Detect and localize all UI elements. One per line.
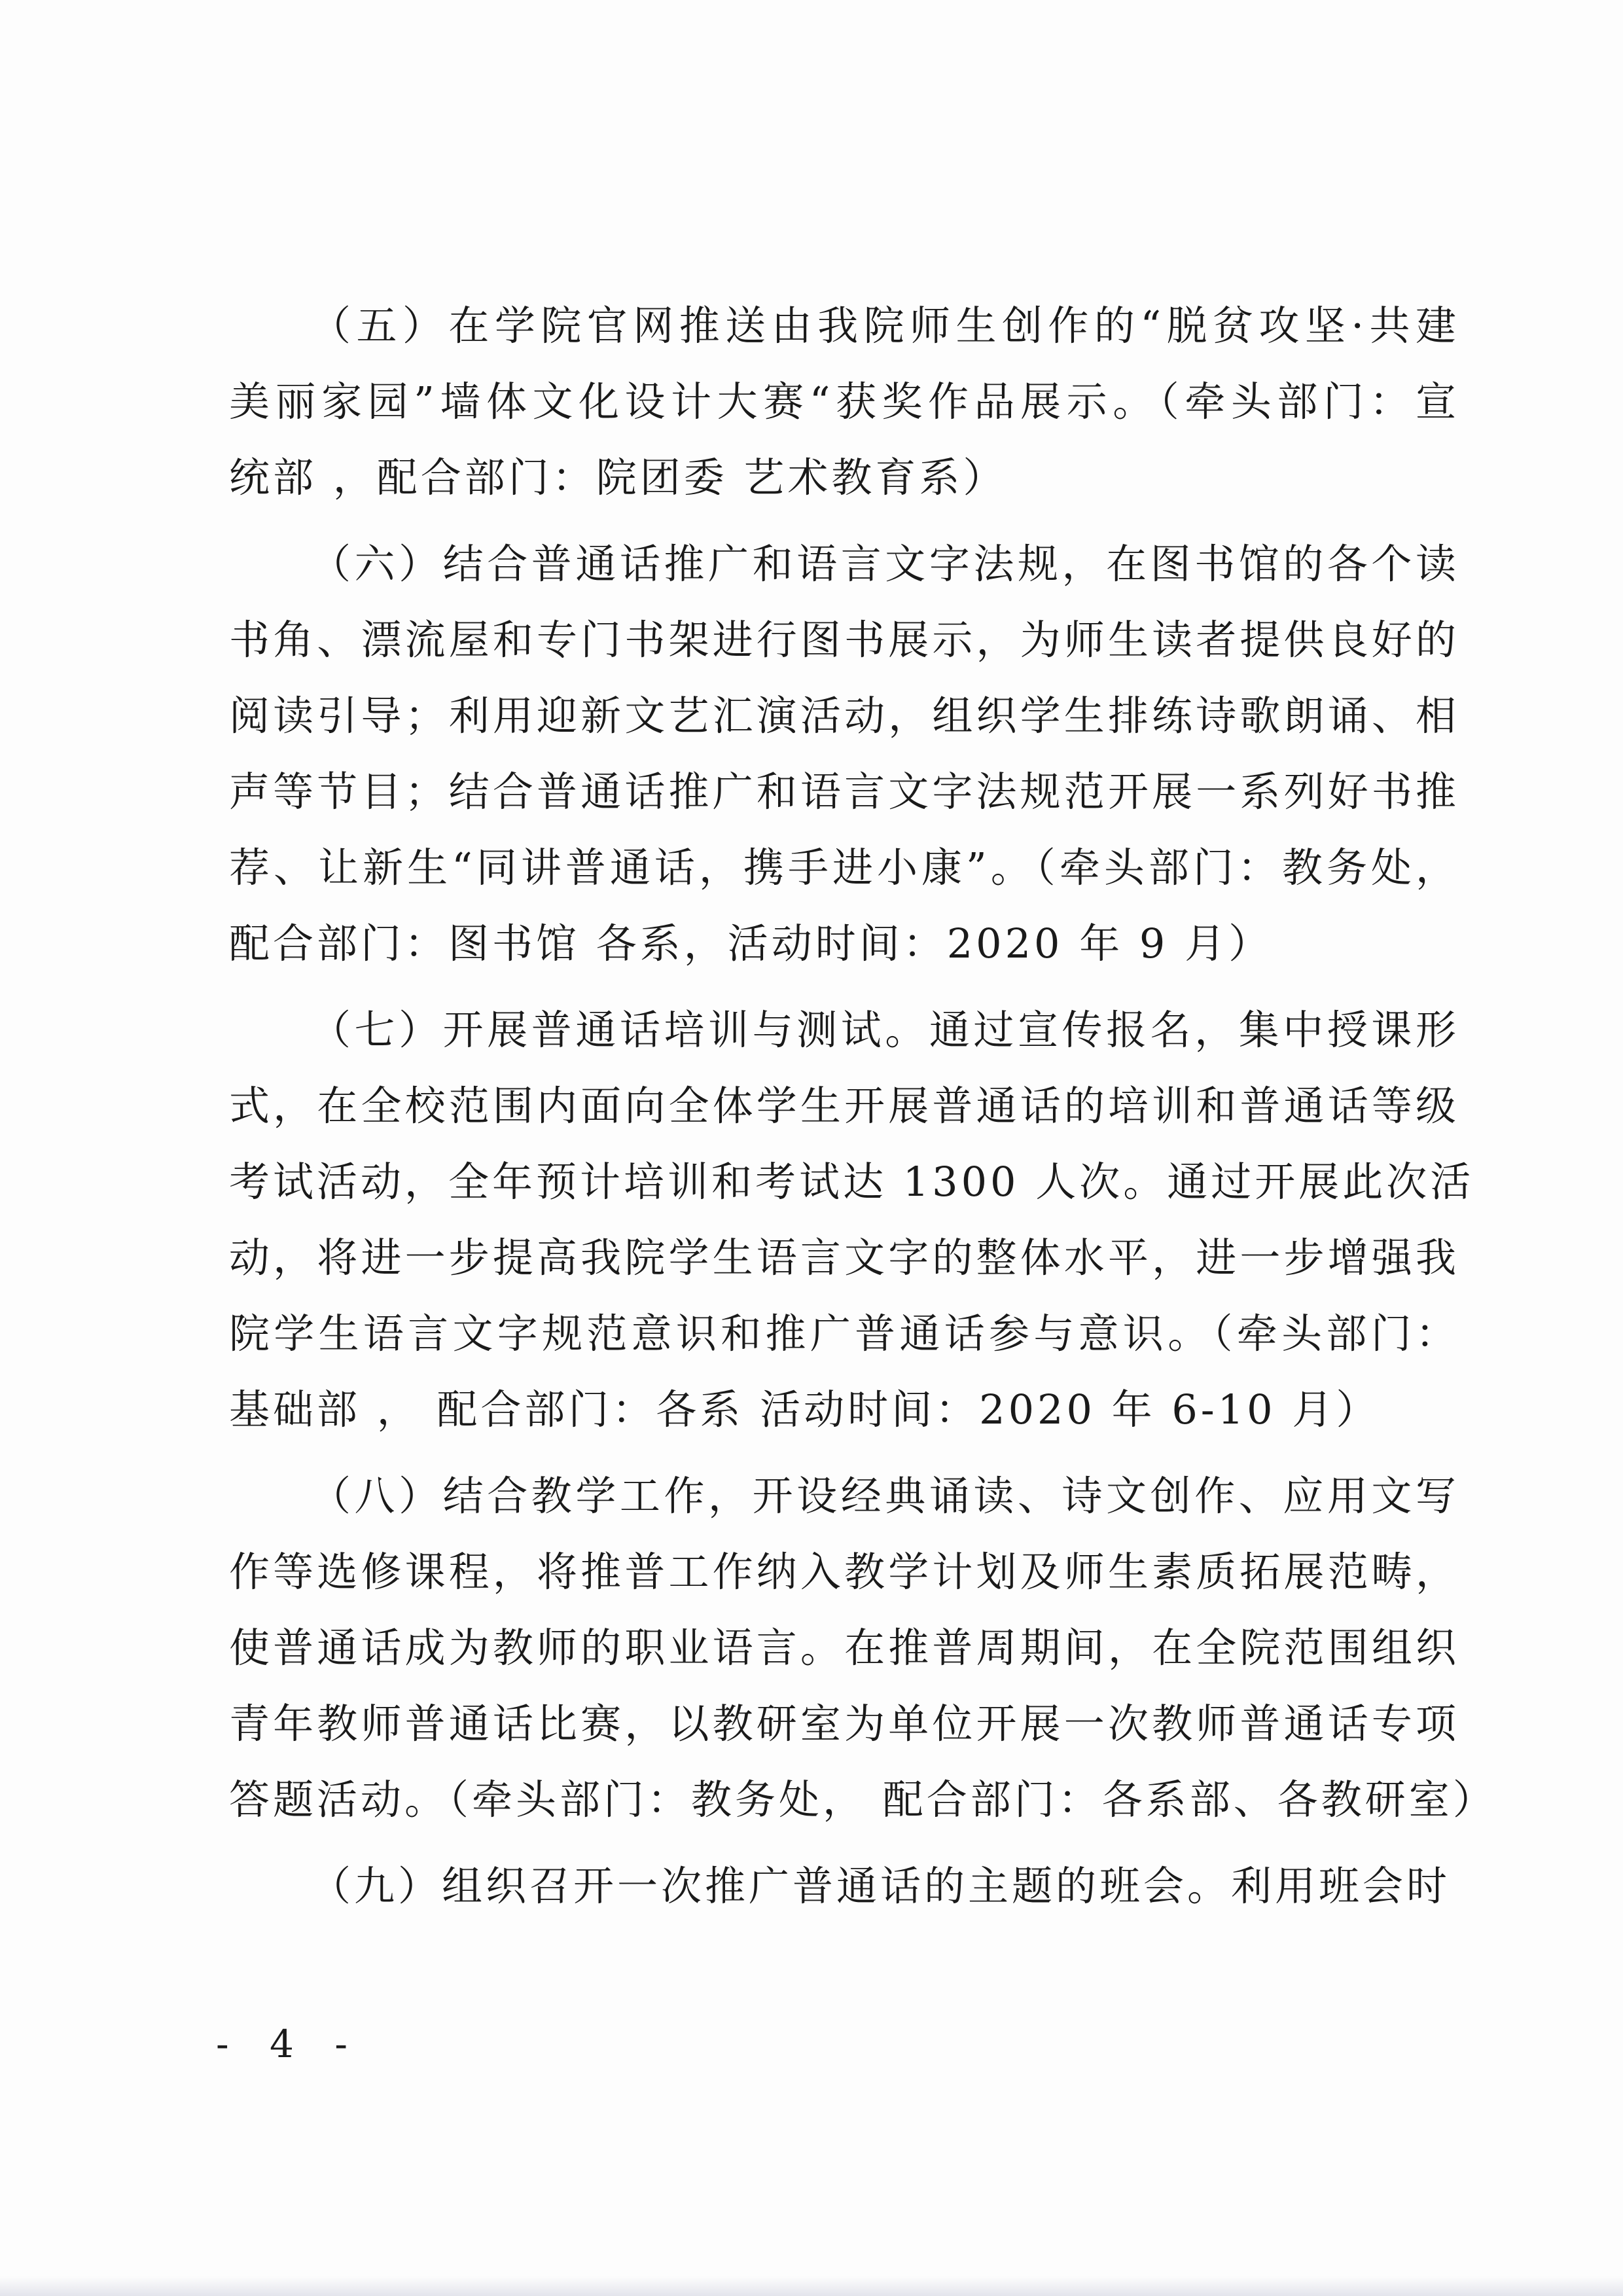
text-line: 书角、漂流屋和专门书架进行图书展示，为师生读者提供良好的 (229, 616, 1459, 664)
text-line: （八）结合教学工作，开设经典诵读、诗文创作、应用文写 (310, 1472, 1459, 1520)
paragraph-item-7 (229, 992, 1474, 1448)
text-line: 基础部 ， 配合部门：各系 活动时间：2020 年 6-10 月） (229, 1386, 1380, 1433)
text-line: （九）组织召开一次推广普通话的主题的班会。利用班会时 (310, 1862, 1451, 1910)
paragraph-item-6 (229, 526, 1459, 982)
text-line: 阅读引导；利用迎新文艺汇演活动，组织学生排练诗歌朗诵、相 (229, 692, 1459, 740)
text-line: 使普通话成为教师的职业语言。在推普周期间，在全院范围组织 (229, 1624, 1459, 1672)
text-line: 式，在全校范围内面向全体学生开展普通话的培训和普通话等级 (229, 1082, 1459, 1130)
text-line: （五）在学院官网推送由我院师生创作的“脱贫攻坚·共建 (310, 302, 1459, 350)
paragraph-item-9 (229, 1848, 1459, 1924)
text-line: 配合部门：图书馆 各系，活动时间：2020 年 9 月） (229, 920, 1273, 967)
text-line: 青年教师普通话比赛，以教研室为单位开展一次教师普通话专项 (229, 1700, 1459, 1748)
text-line: 统部 ，配合部门：院团委 艺术教育系） (229, 454, 1007, 501)
document-body (229, 288, 1497, 1935)
text-line: 美丽家园”墙体文化设计大赛“获奖作品展示。（牵头部门：宣 (229, 378, 1459, 425)
text-line: （六）结合普通话推广和语言文字法规，在图书馆的各个读 (310, 540, 1459, 588)
paragraph-item-5 (229, 288, 1459, 516)
text-line: 答题活动。（牵头部门：教务处， 配合部门：各系部、各教研室） (229, 1776, 1497, 1823)
text-line: 动，将进一步提高我院学生语言文字的整体水平，进一步增强我 (229, 1234, 1459, 1282)
text-line: 考试活动，全年预计培训和考试达 1300 人次。通过开展此次活 (229, 1158, 1474, 1206)
text-line: 院学生语言文字规范意识和推广普通话参与意识。（牵头部门： (229, 1310, 1459, 1357)
text-line: 荐、让新生“同讲普通话，携手进小康”。（牵头部门：教务处， (229, 844, 1459, 891)
text-line: （七）开展普通话培训与测试。通过宣传报名，集中授课形 (310, 1006, 1459, 1054)
scan-edge (0, 2276, 1623, 2296)
text-line: 作等选修课程，将推普工作纳入教学计划及师生素质拓展范畴， (229, 1548, 1459, 1596)
text-line: 声等节目；结合普通话推广和语言文字法规范开展一系列好书推 (229, 768, 1459, 816)
page-number: - 4 - (216, 2022, 362, 2066)
paragraph-item-8 (229, 1458, 1497, 1838)
